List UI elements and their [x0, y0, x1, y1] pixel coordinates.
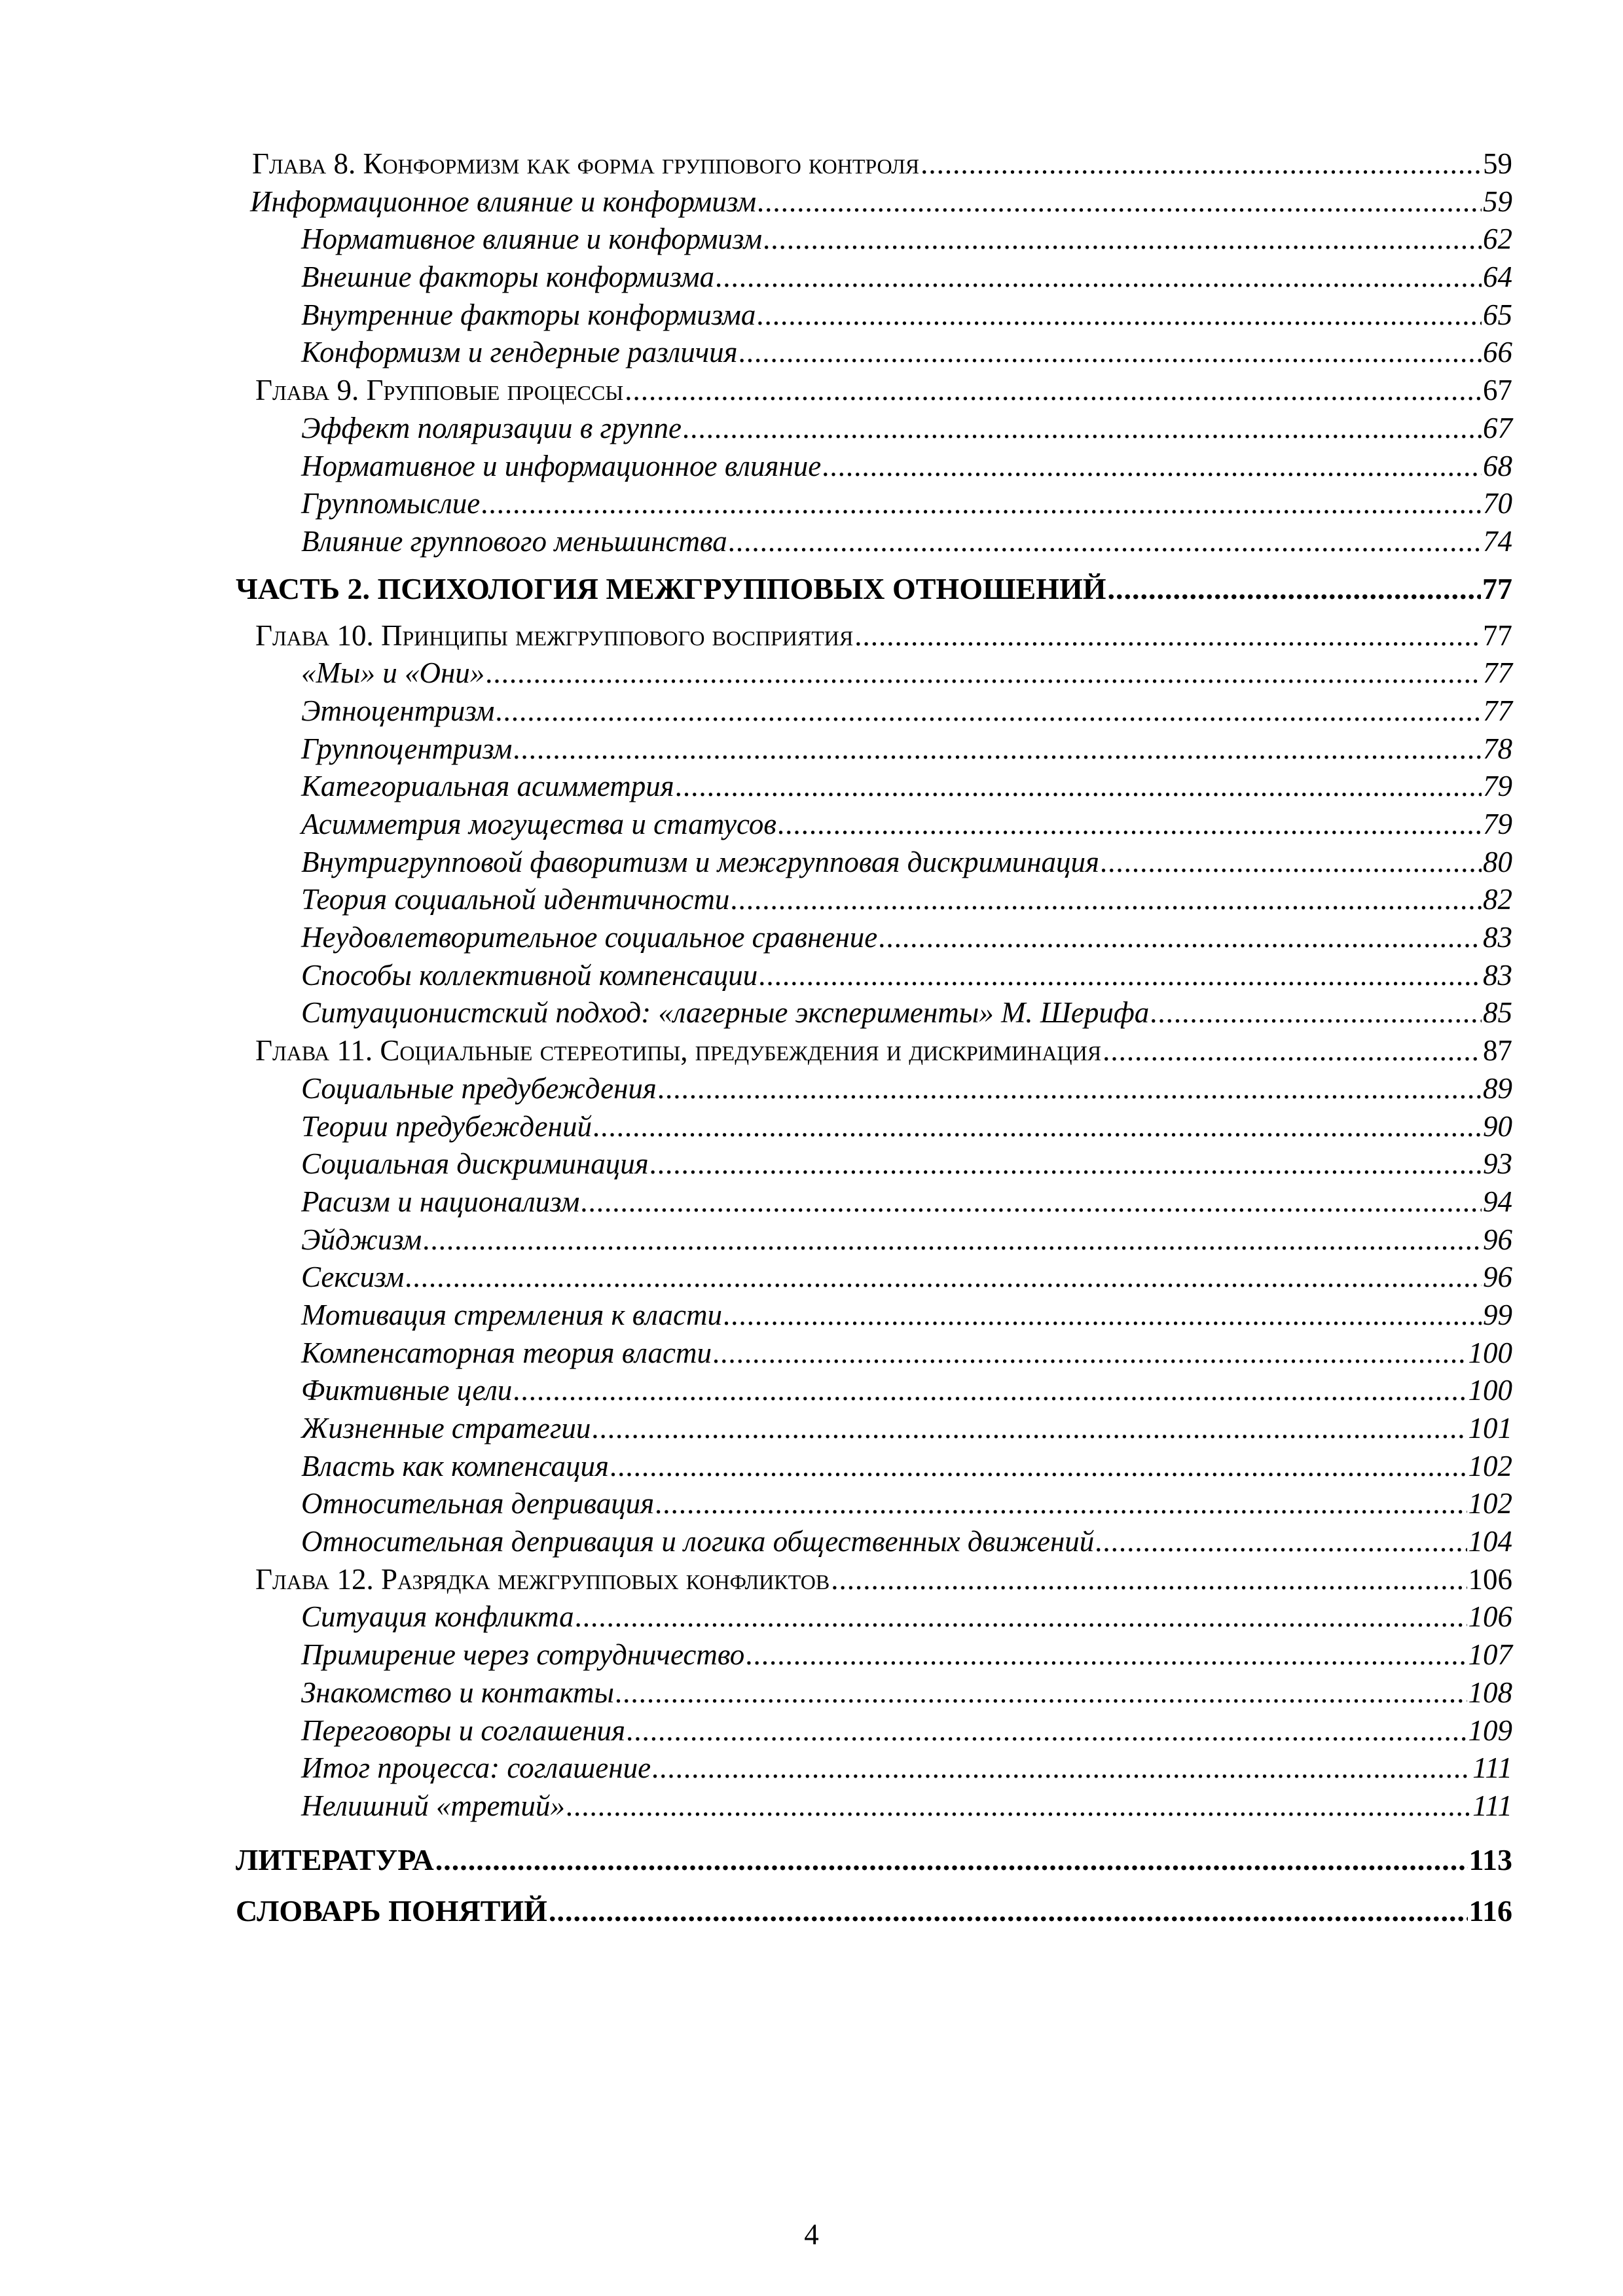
toc-entry-page: 62: [1483, 223, 1512, 256]
toc-leader-dots: [822, 448, 1482, 486]
toc-leader-dots: [1095, 1523, 1467, 1561]
toc-section[interactable]: [236, 881, 1512, 919]
toc-entry-title: Мотивация стремления к власти: [301, 1298, 722, 1331]
toc-leader-dots: [405, 1259, 1482, 1297]
toc-leader-dots: [435, 1835, 1468, 1886]
toc-entry-page: 94: [1483, 1185, 1512, 1218]
toc-leader-dots: [549, 1886, 1468, 1937]
toc-leader-dots: [921, 145, 1482, 183]
toc-entry-title: Власть как компенсация: [301, 1449, 609, 1482]
toc-entry-page: 96: [1483, 1223, 1512, 1256]
toc-entry-page: 79: [1483, 808, 1512, 840]
toc-leader-dots: [610, 1448, 1467, 1486]
toc-entry-page: 93: [1483, 1147, 1512, 1181]
toc-entry-title: Сексизм: [301, 1261, 405, 1294]
toc-entry-page: 77: [1483, 656, 1512, 690]
toc-leader-dots: [1150, 994, 1482, 1032]
toc-entry-page: 111: [1472, 1751, 1512, 1785]
table-of-contents: [236, 145, 1512, 1937]
toc-section[interactable]: [236, 1108, 1512, 1146]
toc-section[interactable]: [236, 1749, 1512, 1787]
toc-entry-title: Нормативное и информационное влияние: [301, 449, 822, 482]
toc-entry-title: Расизм и национализм: [301, 1185, 580, 1218]
toc-section[interactable]: [236, 1485, 1512, 1523]
toc-entry-title: «Мы» и «Они»: [301, 656, 485, 690]
toc-entry-title: Жизненные стратегии: [301, 1412, 591, 1444]
toc-section[interactable]: [236, 296, 1512, 334]
toc-entry-page: 99: [1483, 1298, 1512, 1331]
toc-entry-page: 82: [1483, 883, 1512, 916]
toc-section[interactable]: [236, 1335, 1512, 1372]
toc-leader-dots: [731, 881, 1482, 919]
toc-entry-title: ЛИТЕРАТУРА: [236, 1842, 434, 1876]
toc-leader-dots: [746, 1636, 1467, 1674]
toc-entry-title: Ситуационистский подход: «лагерные эксперименты» М. Шерифа: [301, 996, 1150, 1030]
toc-entry-page: 68: [1483, 449, 1512, 482]
toc-section[interactable]: [236, 957, 1512, 995]
toc-leader-dots: [513, 1372, 1467, 1410]
toc-section[interactable]: [236, 448, 1512, 486]
toc-section[interactable]: [236, 1183, 1512, 1221]
toc-entry-title: Социальная дискриминация: [301, 1147, 649, 1181]
toc-entry-title: Нелишний «третий»: [301, 1789, 565, 1822]
toc-entry-title: Переговоры и соглашения: [301, 1713, 626, 1747]
toc-section[interactable]: [236, 1410, 1512, 1448]
toc-entry-title: Социальные предубеждения: [301, 1071, 657, 1105]
toc-section[interactable]: [236, 1259, 1512, 1297]
toc-section[interactable]: [236, 1523, 1512, 1561]
toc-entry-title: Фиктивные цели: [301, 1374, 513, 1407]
toc-entry-page: 85: [1483, 996, 1512, 1030]
toc-entry-title: Относительная депривация: [301, 1487, 655, 1520]
toc-chapter[interactable]: [236, 372, 1512, 410]
toc-entry-page: 77: [1483, 694, 1512, 727]
toc-leader-dots: [658, 1070, 1482, 1108]
toc-section[interactable]: [236, 523, 1512, 561]
toc-leader-dots: [1101, 844, 1482, 882]
toc-entry-page: 65: [1483, 298, 1512, 331]
toc-leader-dots: [676, 768, 1482, 806]
toc-entry-title: Влияние группового меньшинства: [301, 524, 727, 558]
toc-leader-dots: [575, 1598, 1467, 1636]
toc-entry-page: 101: [1468, 1412, 1512, 1444]
toc-entry-title: Внешние факторы конформизма: [301, 260, 715, 294]
toc-leader-dots: [513, 730, 1482, 768]
toc-entry-page: 102: [1468, 1449, 1512, 1482]
toc-section[interactable]: [236, 221, 1512, 259]
toc-references[interactable]: [236, 1835, 1512, 1886]
toc-section[interactable]: [236, 1674, 1512, 1712]
toc-section[interactable]: [236, 994, 1512, 1032]
toc-entry-title: Теории предубеждений: [301, 1109, 592, 1143]
toc-entry-title: Конформизм и гендерные различия: [301, 336, 738, 369]
toc-section[interactable]: [236, 655, 1512, 692]
toc-entry-page: 59: [1483, 185, 1512, 218]
toc-section[interactable]: [236, 730, 1512, 768]
toc-section[interactable]: [236, 1598, 1512, 1636]
toc-leader-dots: [716, 259, 1482, 296]
toc-section[interactable]: [236, 768, 1512, 806]
toc-section[interactable]: [236, 183, 1512, 221]
toc-leader-dots: [723, 1297, 1482, 1335]
toc-entry-title: Группомыслие: [301, 487, 481, 520]
toc-entry-title: Относительная депривация и логика общественных движений: [301, 1525, 1095, 1558]
toc-entry-page: 100: [1468, 1374, 1512, 1407]
toc-entry-page: 113: [1468, 1842, 1512, 1876]
toc-entry-title: Эффект поляризации в группе: [301, 411, 682, 444]
toc-entry-title: Ситуация конфликта: [301, 1600, 574, 1634]
toc-entry-page: 77: [1482, 571, 1512, 605]
toc-leader-dots: [486, 655, 1482, 692]
toc-entry-title: Группоцентризм: [301, 732, 513, 765]
toc-entry-title: Категориальная асимметрия: [301, 770, 674, 803]
toc-entry-title: Итог процесса: соглашение: [301, 1751, 651, 1785]
toc-leader-dots: [713, 1335, 1467, 1372]
toc-entry-page: 107: [1468, 1638, 1512, 1672]
toc-leader-dots: [739, 334, 1482, 372]
toc-entry-page: 79: [1483, 770, 1512, 803]
toc-entry-page: 77: [1483, 619, 1512, 652]
toc-entry-title: Глава 8. Конформизм как форма группового контроля: [252, 147, 920, 180]
toc-entry-page: 67: [1483, 411, 1512, 444]
toc-chapter[interactable]: [236, 145, 1512, 183]
toc-entry-page: 89: [1483, 1071, 1512, 1105]
toc-leader-dots: [581, 1183, 1482, 1221]
toc-section[interactable]: [236, 410, 1512, 448]
toc-entry-title: Внутригрупповой фаворитизм и межгрупповая дискриминация: [301, 845, 1099, 878]
toc-leader-dots: [1103, 1032, 1482, 1070]
toc-entry-page: 70: [1483, 487, 1512, 520]
toc-leader-dots: [683, 410, 1482, 448]
toc-chapter[interactable]: [236, 1032, 1512, 1070]
toc-entry-page: 104: [1468, 1525, 1512, 1558]
toc-entry-title: Глава 10. Принципы межгруппового восприятия: [255, 619, 854, 652]
toc-entry-page: 59: [1483, 147, 1512, 180]
toc-leader-dots: [423, 1221, 1482, 1259]
toc-entry-title: Теория социальной идентичности: [301, 883, 730, 916]
toc-section[interactable]: [236, 1221, 1512, 1259]
toc-leader-dots: [652, 1749, 1471, 1787]
toc-entry-page: 78: [1483, 732, 1512, 765]
toc-entry-page: 106: [1468, 1600, 1512, 1634]
toc-leader-dots: [778, 806, 1482, 844]
toc-leader-dots: [757, 183, 1482, 221]
toc-section[interactable]: [236, 1372, 1512, 1410]
toc-entry-title: Знакомство и контакты: [301, 1676, 614, 1709]
toc-leader-dots: [1108, 561, 1481, 617]
toc-entry-title: Глава 11. Социальные стереотипы, предубеждения и дискриминация: [255, 1034, 1102, 1067]
toc-section[interactable]: [236, 1636, 1512, 1674]
toc-leader-dots: [481, 485, 1482, 523]
toc-section[interactable]: [236, 259, 1512, 296]
toc-entry-page: 100: [1468, 1336, 1512, 1369]
toc-part[interactable]: [236, 561, 1512, 617]
toc-entry-title: Этноцентризм: [301, 694, 495, 727]
toc-entry-title: Информационное влияние и конформизм: [250, 185, 757, 218]
toc-entry-title: Неудовлетворительное социальное сравнение: [301, 921, 878, 954]
toc-entry-page: 90: [1483, 1109, 1512, 1143]
toc-leader-dots: [592, 1410, 1467, 1448]
toc-entry-title: Эйджизм: [301, 1223, 422, 1256]
toc-glossary[interactable]: [236, 1886, 1512, 1937]
toc-leader-dots: [757, 296, 1482, 334]
toc-section[interactable]: [236, 1712, 1512, 1750]
toc-leader-dots: [831, 1561, 1467, 1599]
toc-leader-dots: [759, 957, 1482, 995]
toc-entry-title: Асимметрия могущества и статусов: [301, 808, 776, 840]
toc-section[interactable]: [236, 1297, 1512, 1335]
toc-entry-page: 87: [1483, 1034, 1512, 1067]
page-number: 4: [804, 2218, 819, 2251]
toc-entry-title: ЧАСТЬ 2. ПСИХОЛОГИЯ МЕЖГРУППОВЫХ ОТНОШЕНИЙ: [236, 571, 1106, 605]
toc-entry-page: 83: [1483, 921, 1512, 954]
toc-leader-dots: [593, 1108, 1482, 1146]
toc-section[interactable]: [236, 1070, 1512, 1108]
toc-section[interactable]: [236, 1145, 1512, 1183]
toc-entry-page: 116: [1468, 1893, 1512, 1928]
toc-leader-dots: [650, 1145, 1482, 1183]
toc-leader-dots: [627, 1712, 1467, 1750]
toc-entry-title: Глава 9. Групповые процессы: [255, 374, 624, 407]
toc-leader-dots: [625, 372, 1482, 410]
toc-entry-page: 106: [1468, 1562, 1512, 1596]
toc-section[interactable]: [236, 1787, 1512, 1825]
toc-entry-title: СЛОВАРЬ ПОНЯТИЙ: [236, 1893, 547, 1928]
toc-section[interactable]: [236, 919, 1512, 957]
toc-entry-page: 66: [1483, 336, 1512, 369]
toc-entry-title: Нормативное влияние и конформизм: [301, 223, 763, 256]
toc-leader-dots: [763, 221, 1482, 259]
toc-section[interactable]: [236, 485, 1512, 523]
toc-entry-page: 80: [1483, 845, 1512, 878]
toc-entry-title: Способы коллективной компенсации: [301, 958, 758, 992]
toc-entry-page: 111: [1472, 1789, 1512, 1822]
toc-section[interactable]: [236, 844, 1512, 882]
toc-entry-title: Внутренние факторы конформизма: [301, 298, 756, 331]
toc-entry-page: 64: [1483, 260, 1512, 294]
toc-entry-title: Примирение через сотрудничество: [301, 1638, 745, 1672]
toc-entry-page: 67: [1483, 374, 1512, 407]
toc-entry-page: 109: [1468, 1713, 1512, 1747]
toc-section[interactable]: [236, 692, 1512, 730]
toc-entry-title: Глава 12. Разрядка межгрупповых конфликтов: [255, 1562, 830, 1596]
toc-entry-page: 102: [1468, 1487, 1512, 1520]
toc-entry-page: 74: [1483, 524, 1512, 558]
toc-leader-dots: [879, 919, 1482, 957]
toc-chapter[interactable]: [236, 1561, 1512, 1599]
toc-section[interactable]: [236, 806, 1512, 844]
toc-chapter[interactable]: [236, 617, 1512, 655]
toc-section[interactable]: [236, 334, 1512, 372]
toc-entry-page: 83: [1483, 958, 1512, 992]
toc-entry-page: 108: [1468, 1676, 1512, 1709]
toc-leader-dots: [615, 1674, 1467, 1712]
toc-leader-dots: [854, 617, 1482, 655]
toc-leader-dots: [729, 523, 1482, 561]
toc-entry-page: 96: [1483, 1261, 1512, 1294]
toc-entry-title: Компенсаторная теория власти: [301, 1336, 712, 1369]
toc-section[interactable]: [236, 1448, 1512, 1486]
toc-leader-dots: [566, 1787, 1471, 1825]
toc-leader-dots: [496, 692, 1482, 730]
toc-leader-dots: [655, 1485, 1467, 1523]
